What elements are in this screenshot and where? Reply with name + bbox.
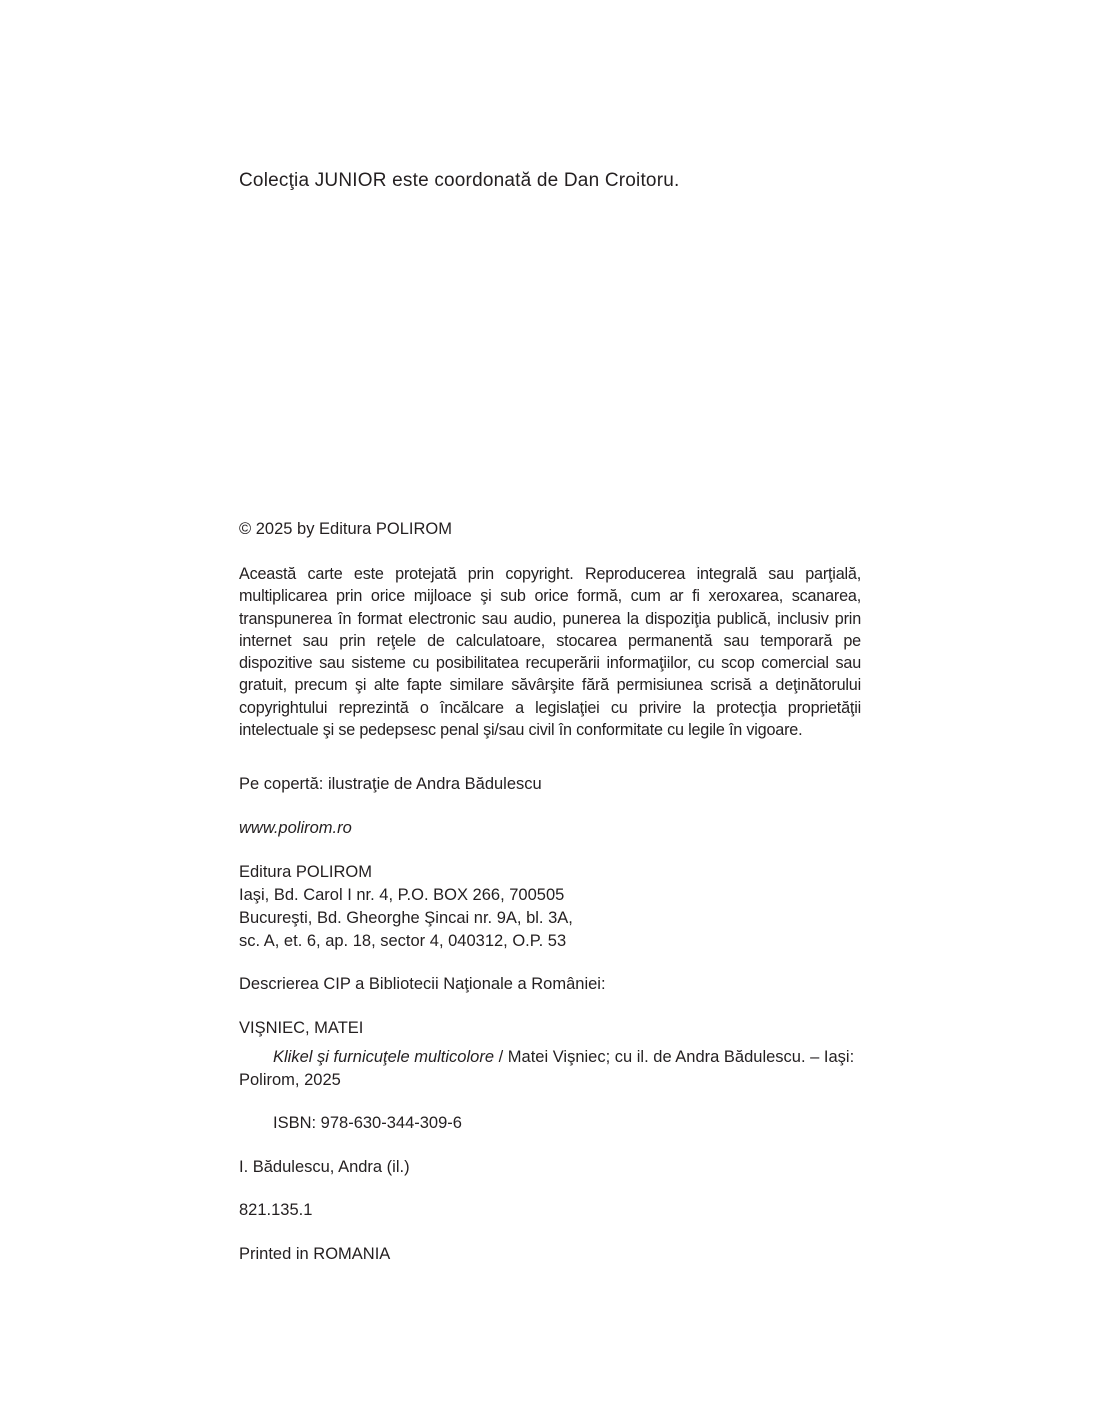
address-line: sc. A, et. 6, ap. 18, sector 4, 040312, O.P. 53 — [239, 932, 567, 950]
copyright-line: © 2025 by Editura POLIROM — [239, 520, 453, 538]
cip-heading: Descrierea CIP a Bibliotecii Naţionale a României: — [239, 975, 606, 993]
publisher-address — [239, 861, 861, 953]
printed-in: Printed in ROMANIA — [239, 1245, 391, 1263]
address-line: Bucureşti, Bd. Gheorghe Şincai nr. 9A, bl. 3A, — [239, 909, 573, 927]
legal-notice: Această carte este protejată prin copyright. Reproducerea integrală sau parţială, multiplicarea prin orice mijloace şi sub orice formă, cum ar fi xeroxarea, scanarea, transpunerea în format electronic sau audio, punerea la dispoziţia publică, inclusiv prin internet sau prin reţele de calculatoare, stocarea permanentă sau temporară pe dispozitive sau sisteme cu posibilitatea recuperării informaţiilor, cu scop comercial sau gratuit, precum şi alte fapte similare săvârşite fără permisiunea scrisă a deţinătorului copyrightului reprezintă o încălcare a legislaţiei cu privire la protecţia proprietăţii intelectuale şi se pedepsesc penal şi/sau civil în conformitate cu legile în vigoare. — [239, 565, 861, 740]
isbn: ISBN: 978-630-344-309-6 — [273, 1114, 462, 1132]
classification-code: 821.135.1 — [239, 1201, 313, 1219]
cover-credit: Pe copertă: ilustraţie de Andra Bădulescu — [239, 775, 542, 793]
cip-title-entry — [239, 1046, 861, 1092]
title-statement: / Matei Vişniec; cu il. de Andra Bădulescu. – Iaşi: Polirom, 2025 — [239, 1048, 855, 1089]
address-line: Iaşi, Bd. Carol I nr. 4, P.O. BOX 266, 700505 — [239, 886, 565, 904]
book-title: Klikel şi furnicuţele multicolore — [273, 1048, 495, 1066]
cip-contributor: I. Bădulescu, Andra (il.) — [239, 1158, 410, 1176]
website-link[interactable]: www.polirom.ro — [239, 819, 352, 837]
cip-author: VIŞNIEC, MATEI — [239, 1019, 364, 1037]
collection-note: Colecţia JUNIOR este coordonată de Dan Croitoru. — [239, 170, 680, 191]
publisher-name: Editura POLIROM — [239, 863, 372, 881]
